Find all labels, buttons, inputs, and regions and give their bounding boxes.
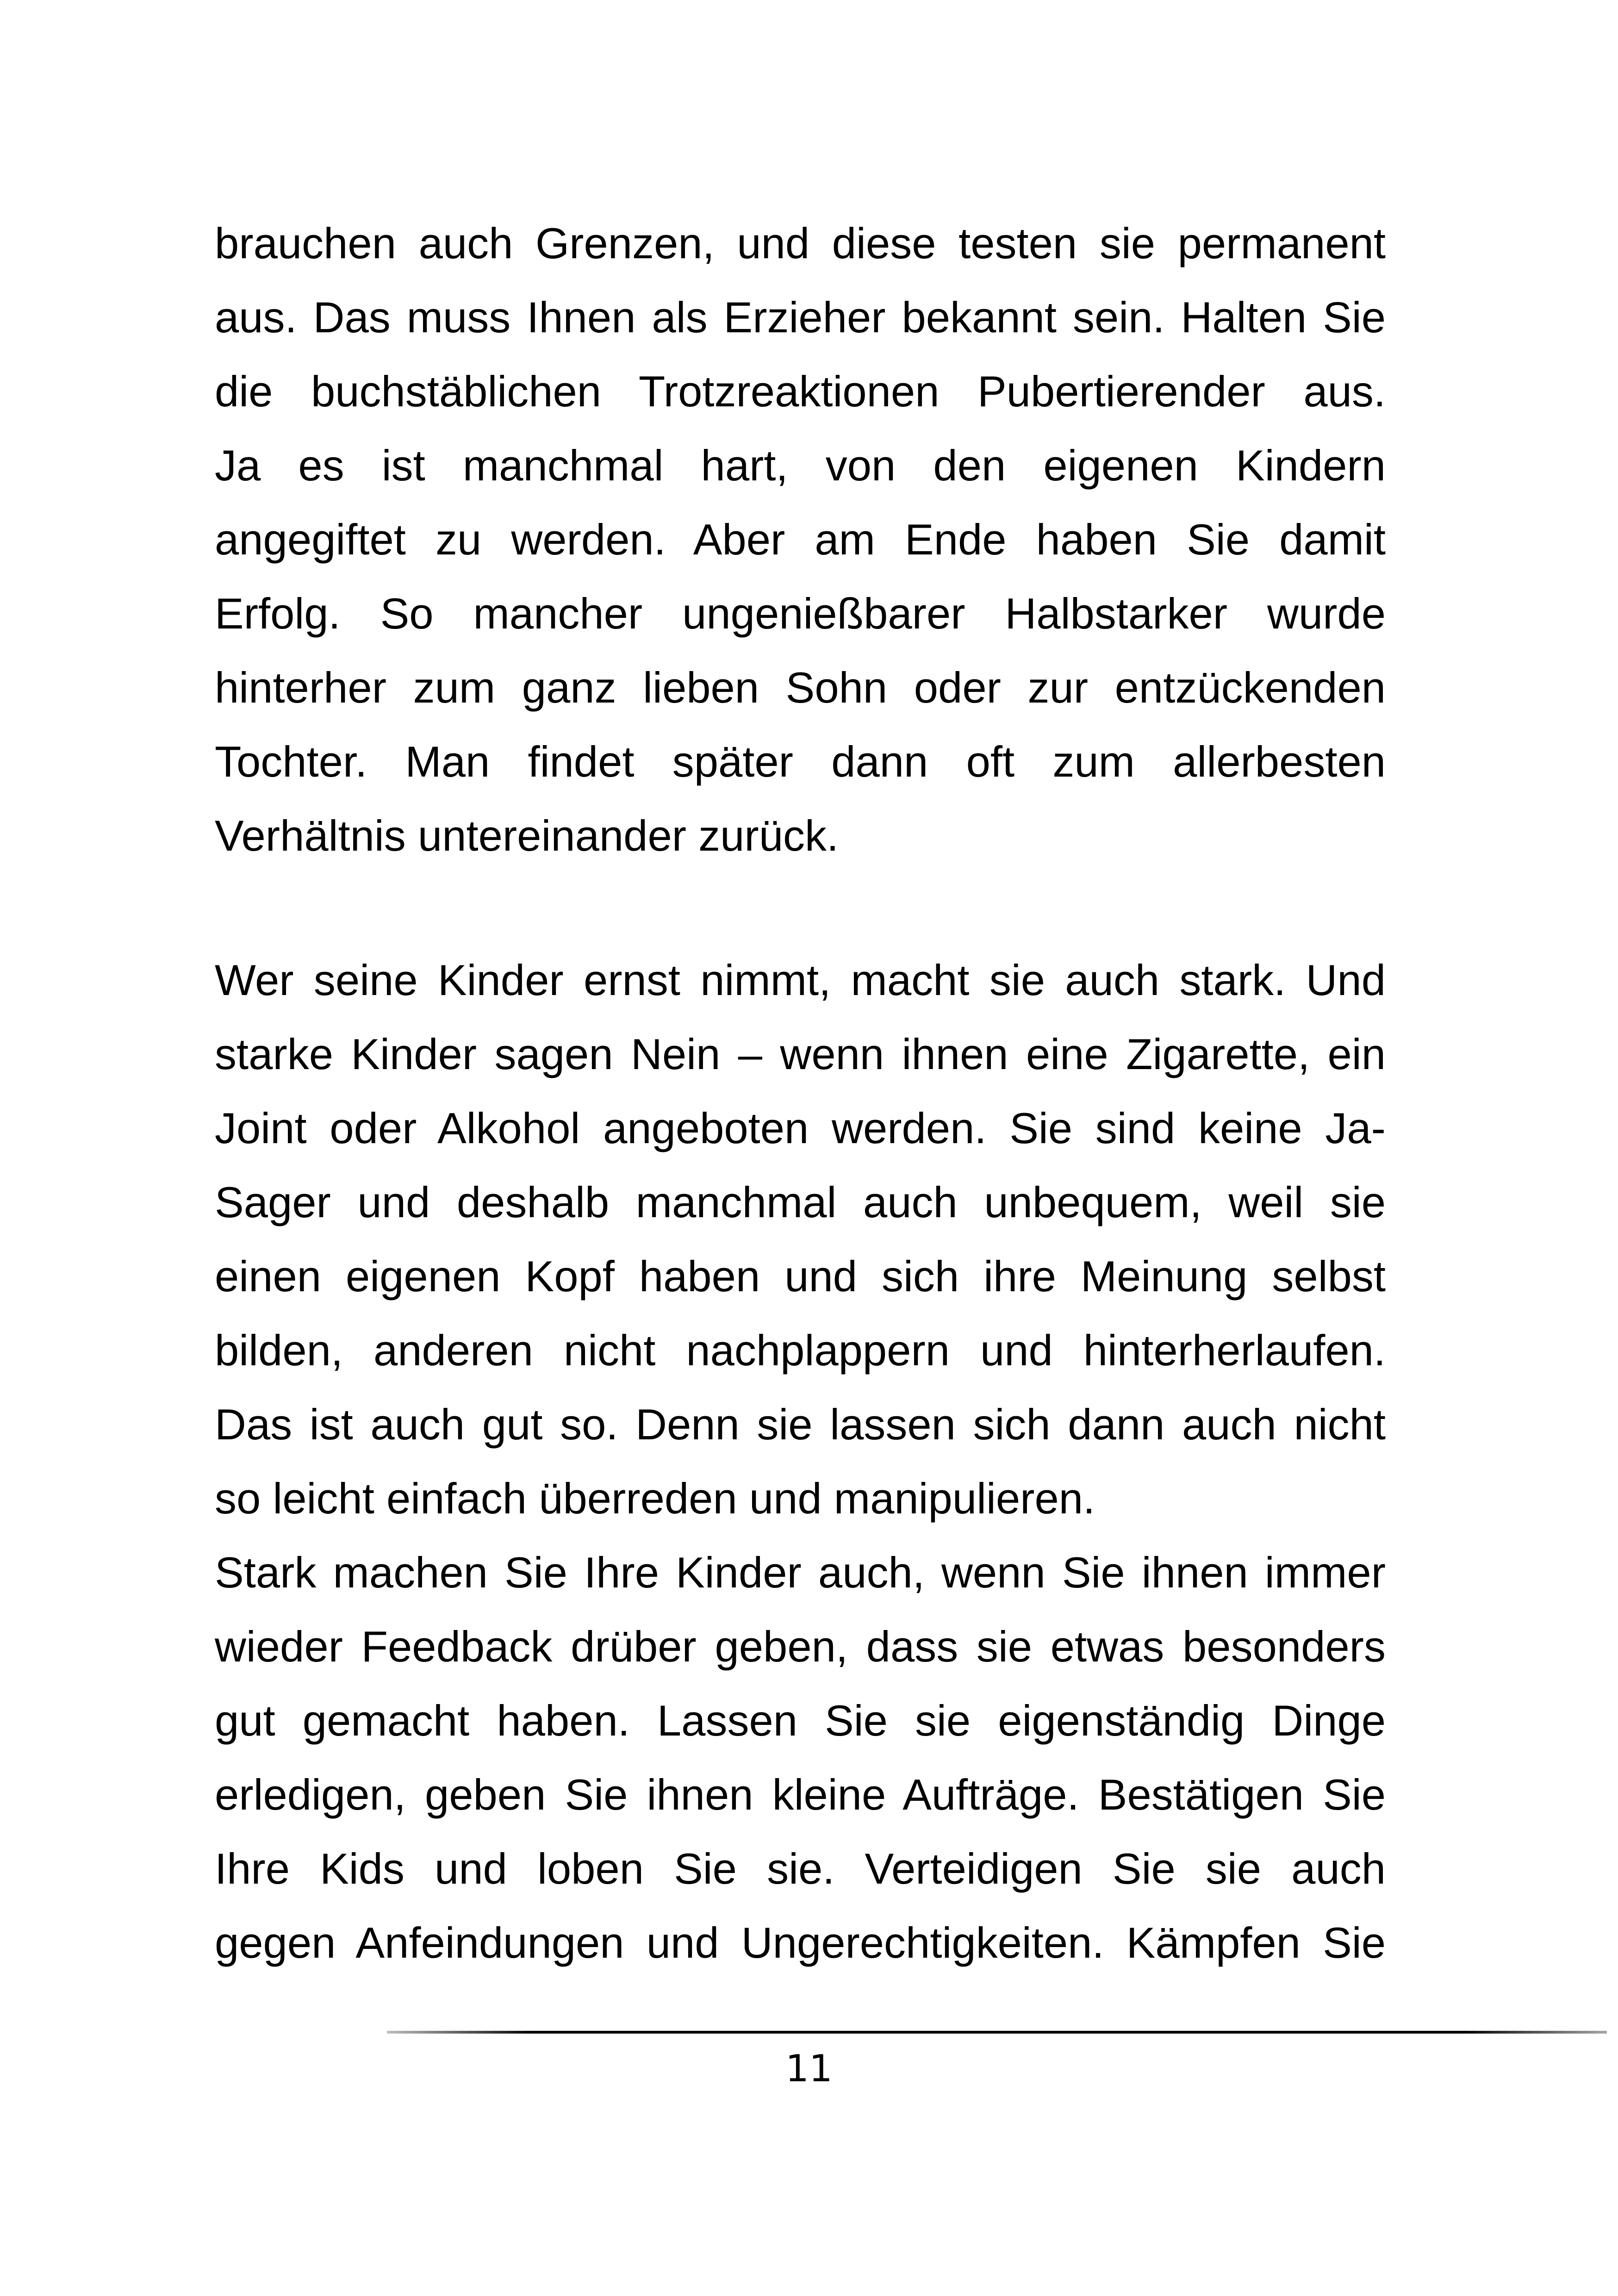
text-line: Stark machen Sie Ihre Kinder auch, wenn Sie ihnen immer [215,1548,1386,1597]
text-line: Sager und deshalb manchmal auch unbequem, weil sie [215,1178,1386,1226]
text-line: die buchstäblichen Trotzreaktionen Pubertierender aus. [215,367,1386,416]
text-line: Tochter. Man findet später dann oft zum allerbesten [215,737,1386,786]
text-line: Ihre Kids und loben Sie sie. Verteidigen Sie sie auch [215,1844,1386,1893]
text-line: starke Kinder sagen Nein – wenn ihnen eine Zigarette, ein [215,1030,1386,1078]
text-line: gut gemacht haben. Lassen Sie sie eigenständig Dinge [215,1696,1386,1745]
text-line: gegen Anfeindungen und Ungerechtigkeiten. Kämpfen Sie [215,1918,1386,1967]
text-line: Das ist auch gut so. Denn sie lassen sich dann auch nicht [215,1400,1386,1449]
paragraph-3 [215,1536,1386,1980]
page-number: 11 [785,2047,833,2090]
text-line: Wer seine Kinder ernst nimmt, macht sie auch stark. Und [215,956,1386,1004]
text-line: Joint oder Alkohol angeboten werden. Sie sind keine Ja- [215,1104,1386,1152]
text-line: einen eigenen Kopf haben und sich ihre Meinung selbst [215,1252,1386,1300]
text-line: Erfolg. So mancher ungenießbarer Halbstarker wurde [215,589,1386,638]
text-line: erledigen, geben Sie ihnen kleine Aufträge. Bestätigen Sie [215,1770,1386,1819]
text-line: so leicht einfach überreden und manipulieren. [215,1474,1095,1523]
text-line: bilden, anderen nicht nachplappern und hinterherlaufen. [215,1326,1386,1375]
footer-divider [387,2031,1607,2034]
text-line: brauchen auch Grenzen, und diese testen sie permanent [215,219,1386,268]
text-line: wieder Feedback drüber geben, dass sie etwas besonders [215,1622,1386,1671]
text-line: Ja es ist manchmal hart, von den eigenen Kindern [215,441,1386,490]
text-line: aus. Das muss Ihnen als Erzieher bekannt sein. Halten Sie [215,293,1386,342]
paragraph-1 [215,206,1386,873]
text-line: Verhältnis untereinander zurück. [215,811,839,860]
text-line: angegiftet zu werden. Aber am Ende haben Sie damit [215,515,1386,564]
paragraph-2 [215,943,1386,1536]
text-line: hinterher zum ganz lieben Sohn oder zur entzückenden [215,663,1386,712]
